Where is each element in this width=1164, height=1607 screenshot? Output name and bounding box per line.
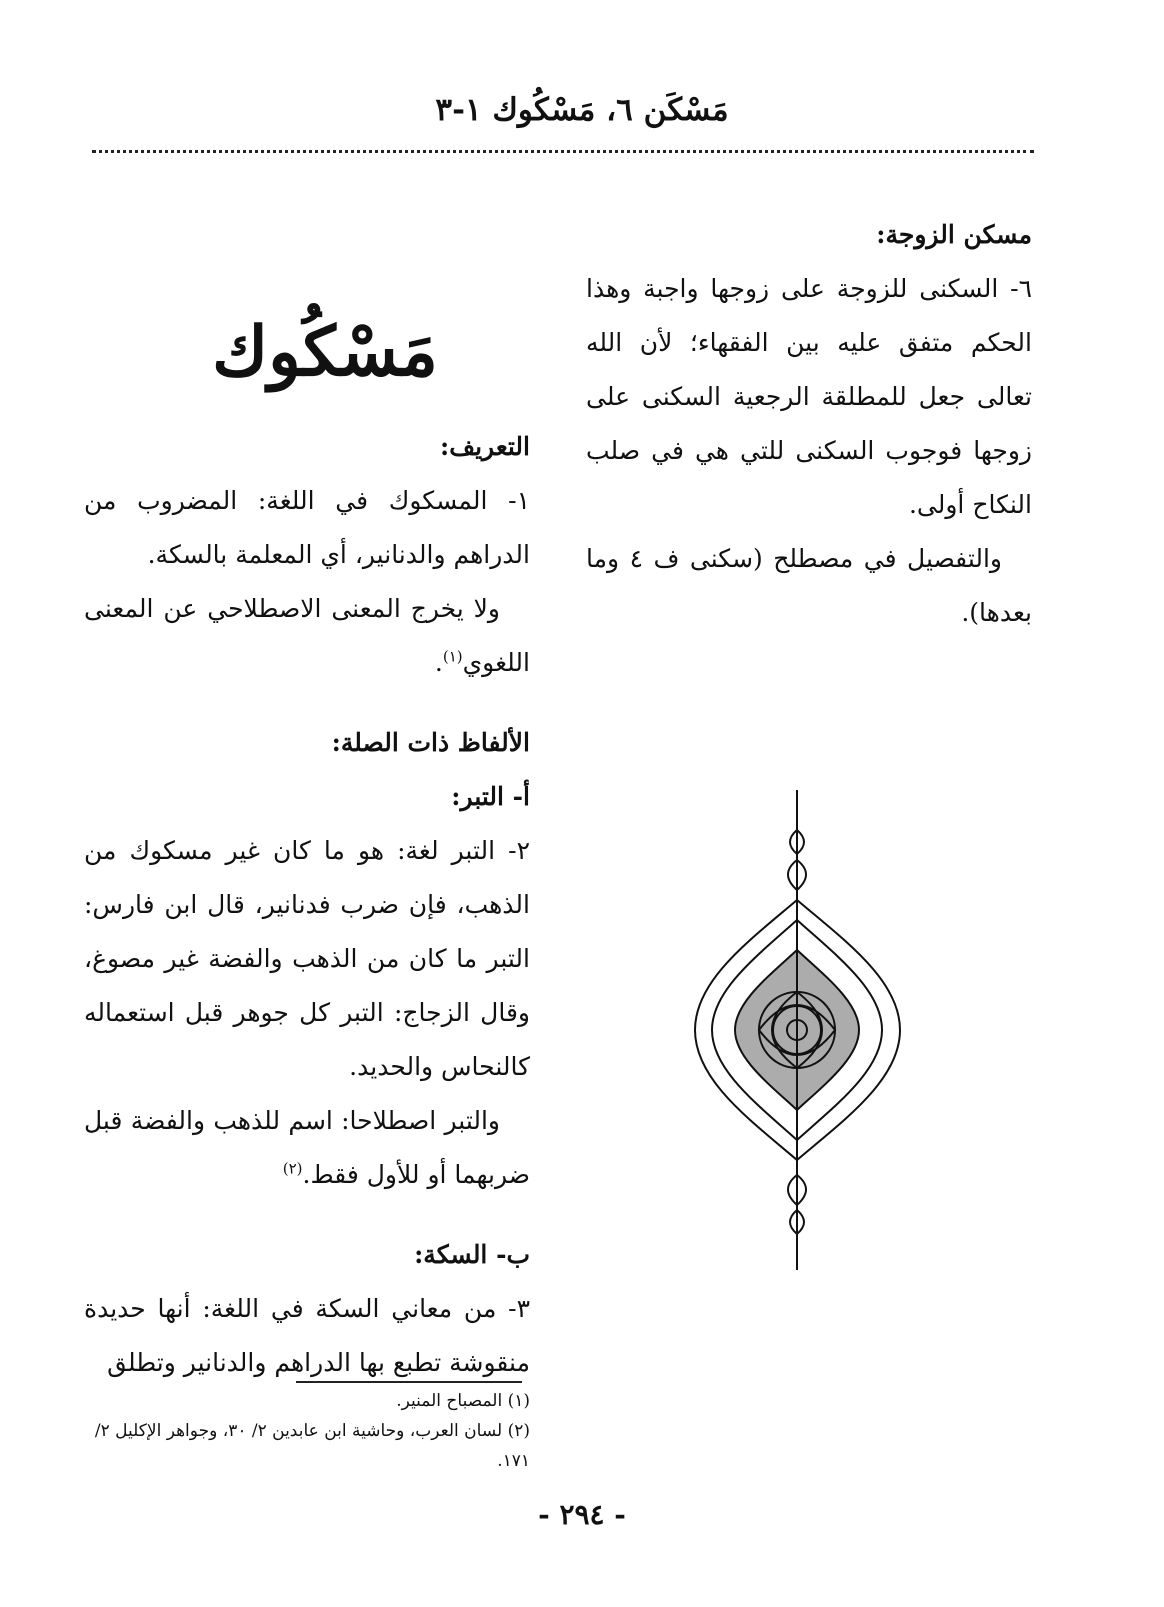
subheading-tibr: أ- التبر: [451, 782, 530, 811]
tibr-paragraph-2 [84, 1094, 530, 1202]
left-column [84, 420, 530, 1390]
footnotes [84, 1386, 530, 1476]
tibr-paragraph-2-text: والتبر اصطلاحا: اسم للذهب والفضة قبل ضربهما أو للأول فقط. [84, 1106, 530, 1189]
header-dotted-rule [92, 150, 1034, 153]
footnote-ref-1: (١) [442, 647, 463, 666]
entry-title: مَسْكُوك [212, 312, 438, 392]
running-title: مَسْكَن ٦، مَسْكُوك ١-٣ [435, 92, 729, 128]
footnote-separator [296, 1381, 522, 1383]
section-heading-wife-housing: مسكن الزوجة: [876, 220, 1032, 249]
page-number: - ٢٩٤ - [538, 1498, 626, 1531]
tibr-paragraph-1: ٢- التبر لغة: هو ما كان غير مسكوك من الذهب، فإن ضرب فدنانير، قال ابن فارس: التبر ما كان من الذهب والفضة غير مصوغ، وقال الزجاج: التبر كل جوهر قبل استعماله كالنحاس والحديد. [84, 836, 530, 1081]
right-column [586, 208, 1032, 640]
footnote-ref-2: (٢) [282, 1159, 303, 1178]
sikka-paragraph: ٣- من معاني السكة في اللغة: أنها حديدة منقوشة تطبع بها الدراهم والدنانير وتطلق [84, 1294, 530, 1377]
cross-reference-paragraph: والتفصيل في مصطلح (سكنى ف ٤ وما بعدها). [586, 544, 1032, 627]
footnote-1: (١) المصباح المنير. [396, 1391, 530, 1411]
footnote-2: (٢) لسان العرب، وحاشية ابن عابدين ٢/ ٣٠، وجواهر الإكليل ٢/ ١٧١. [94, 1421, 530, 1471]
paragraph-6: ٦- السكنى للزوجة على زوجها واجبة وهذا الحكم متفق عليه بين الفقهاء؛ لأن الله تعالى جعل للمطلقة الرجعية السكنى على زوجها فوجوب السكنى للتي هي في صلب النكاح أولى. [586, 274, 1032, 519]
subheading-sikka: ب- السكة: [414, 1240, 530, 1269]
related-terms-heading: الألفاظ ذات الصلة: [331, 728, 530, 757]
decorative-ornament-icon [690, 790, 905, 1270]
definition-paragraph-2-text: ولا يخرج المعنى الاصطلاحي عن المعنى اللغوي [84, 594, 530, 677]
definition-paragraph-2: ولا يخرج المعنى الاصطلاحي عن المعنى اللغوي$^{(١)}$. [84, 594, 530, 677]
definition-heading: التعريف: [439, 432, 530, 461]
definition-paragraph-1: ١- المسكوك في اللغة: المضروب من الدراهم والدنانير، أي المعلمة بالسكة. [84, 486, 530, 569]
